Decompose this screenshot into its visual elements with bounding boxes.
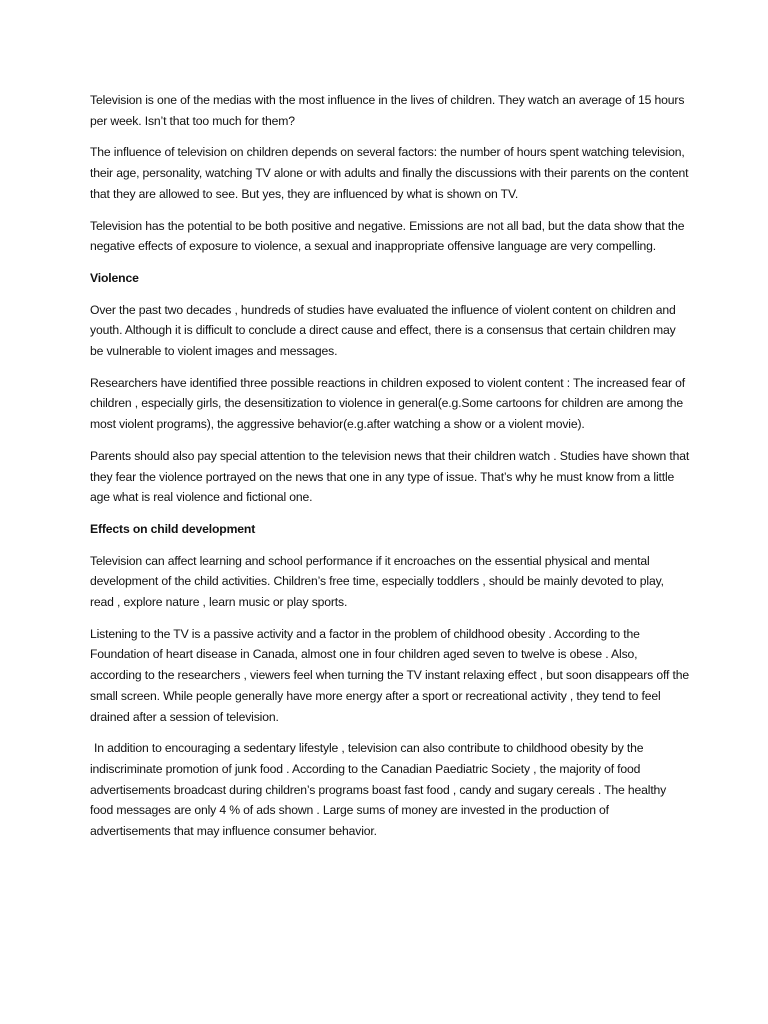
paragraph-intro: Television is one of the medias with the most influence in the lives of children. They watch an average of 15 hours per week. Isn’t that too much for them? bbox=[90, 93, 685, 128]
paragraph-violence-news: Parents should also pay special attention to the television news that their children watch . Studies have shown that they fear the violence portrayed on the news that one in any type of issue. That’s why he must know from a little age what is real violence and fictional one. bbox=[90, 448, 690, 505]
paragraph-violence-reactions: Researchers have identified three possible reactions in children exposed to violent content : The increased fear of children , especially girls, the desensitization to violence in general(e.g.Some cartoons for children are among the most violent programs), the aggressive behavior(e.g.after watching a show or a violent movie). bbox=[90, 375, 685, 432]
heading-violence: Violence bbox=[90, 270, 139, 285]
heading-child-development: Effects on child development bbox=[90, 521, 256, 536]
document-page bbox=[90, 90, 690, 853]
paragraph-influence-factors: The influence of television on children depends on several factors: the number of hours spent watching television, their age, personality, watching TV alone or with adults and finally the discussions with their parents on the content that they are allowed to see. But yes, they are influenced by what is shown on TV. bbox=[90, 145, 689, 201]
paragraph-learning: Television can affect learning and school performance if it encroaches on the essential physical and mental development of the child activities. Children’s free time, especially toddlers , should be mainly devoted to play, read , explore nature , learn music or play sports. bbox=[90, 553, 664, 610]
paragraph-violence-studies: Over the past two decades , hundreds of studies have evaluated the influence of violent content on children and youth. Although it is difficult to conclude a direct cause and effect, there is a consensus that certain children may be vulnerable to violent images and messages. bbox=[90, 302, 676, 359]
paragraph-obesity: Listening to the TV is a passive activity and a factor in the problem of childhood obesity . According to the Foundation of heart disease in Canada, almost one in four children aged seven to twelve is obese . Also, according to the researchers , viewers feel when turning the TV instant relaxing effect , but soon disappears off the small screen. While people generally have more energy after a sport or recreational activity , they tend to feel drained after a session of television. bbox=[90, 626, 689, 724]
paragraph-junk-food: In addition to encouraging a sedentary lifestyle , television can also contribute to childhood obesity by the indiscriminate promotion of junk food . According to the Canadian Paediatric Society , the majority of food advertisements broadcast during children’s programs boast fast food , candy and sugary cereals . The healthy food messages are only 4 % of ads shown . Large sums of money are invested in the production of advertisements that may influence consumer behavior. bbox=[90, 741, 667, 839]
paragraph-positive-negative: Television has the potential to be both positive and negative. Emissions are not all bad, but the data show that the negative effects of exposure to violence, a sexual and inappropriate offensive language are very compelling. bbox=[90, 218, 685, 254]
